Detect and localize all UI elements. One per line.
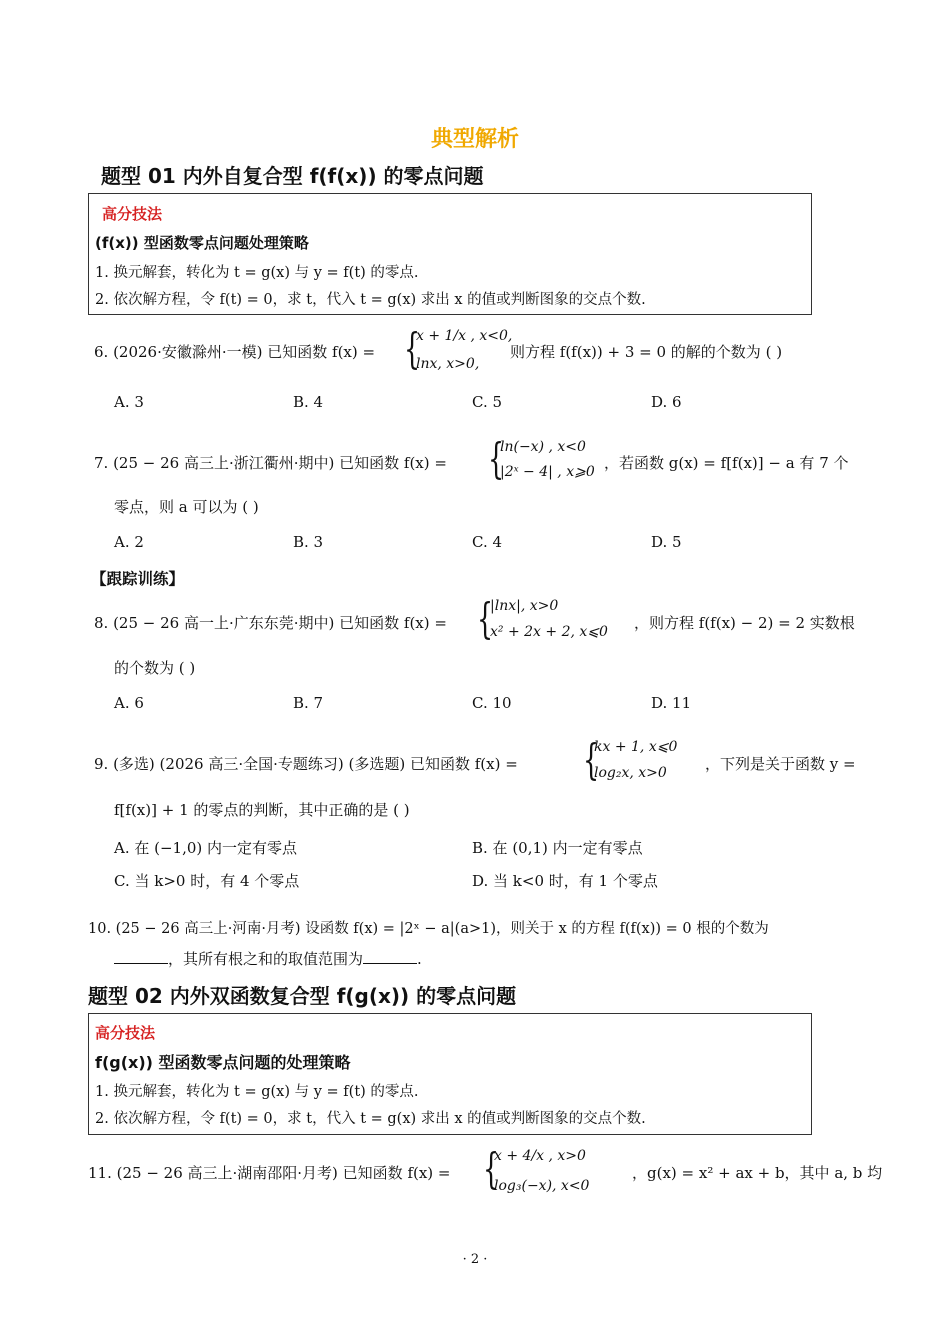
option: C. 10 [472,694,512,712]
strategy-line: 2. 依次解方程，令 f(t) = 0，求 t，代入 t = g(x) 求出 x 的值或判断图象的交点个数. [95,1111,646,1127]
question-9-tail: ，下列是关于函数 y = [705,755,856,773]
section-heading-2: 题型 02 内外双函数复合型 f(g(x)) 的零点问题 [88,984,517,1008]
piece-case: kx + 1, x⩽0 [594,739,678,755]
option: C. 当 k>0 时，有 4 个零点 [114,872,300,890]
option: B. 3 [293,533,324,551]
question-7-tail: ，若函数 g(x) = f[f(x)] − a 有 7 个 [604,454,849,472]
strategy-line: 1. 换元解套，转化为 t = g(x) 与 y = f(t) 的零点. [95,1084,419,1100]
option: D. 5 [651,533,682,551]
piecewise-brace: { [583,735,600,784]
option: A. 3 [114,393,144,411]
follow-up-label: 【跟踪训练】 [91,570,185,588]
strategy-subtitle: (f(x)) 型函数零点问题处理策略 [95,234,309,252]
question-7-line2: 零点，则 a 可以为 ( ) [114,498,259,516]
strategy-box-1 [88,193,812,315]
strategy-box-2 [88,1013,812,1135]
question-8-tail: ，则方程 f(f(x) − 2) = 2 实数根 [634,614,855,632]
piece-case: log₂x, x>0 [594,765,667,781]
option: A. 2 [114,533,144,551]
piecewise-brace: { [483,1144,500,1193]
answer-blank[interactable] [114,949,168,964]
section-heading-1: 题型 01 内外自复合型 f(f(x)) 的零点问题 [101,164,484,188]
piecewise-brace: { [488,434,505,483]
question-8-stem: 8. (25 − 26 高一上·广东东莞·期中) 已知函数 f(x) = [94,614,447,632]
piece-case: log₃(−x), x<0 [494,1178,590,1194]
question-11-stem: 11. (25 − 26 高三上·湖南邵阳·月考) 已知函数 f(x) = [88,1164,451,1182]
piece-case: ln(−x) , x<0 [500,439,586,455]
piece-case: |lnx|, x>0 [490,598,559,614]
answer-blank[interactable] [363,949,417,964]
option: D. 6 [651,393,682,411]
option: B. 4 [293,393,324,411]
question-6-tail: 则方程 f(f(x)) + 3 = 0 的解的个数为 ( ) [510,343,783,361]
piece-case: x + 1/x , x<0, [416,328,513,344]
piecewise-brace: { [477,594,494,643]
question-9-stem: 9. (多选) (2026 高三·全国·专题练习) (多选题) 已知函数 f(x) = [94,755,518,773]
question-11-tail: ，g(x) = x² + ax + b，其中 a, b 均 [632,1164,883,1182]
question-6-stem: 6. (2026·安徽滁州·一模) 已知函数 f(x) = [94,343,376,361]
piece-case: lnx, x>0, [416,356,480,372]
question-7-stem: 7. (25 − 26 高三上·浙江衢州·期中) 已知函数 f(x) = [94,454,447,472]
option: D. 当 k<0 时，有 1 个零点 [472,872,658,890]
piece-case: |2ˣ − 4| , x⩾0 [500,464,595,480]
question-9-line2: f[f(x)] + 1 的零点的判断，其中正确的是 ( ) [114,801,410,819]
piece-case: x² + 2x + 2, x⩽0 [490,624,608,640]
strategy-badge: 高分技法 [102,205,163,223]
option: B. 在 (0,1) 内一定有零点 [472,839,643,857]
question-8-line2: 的个数为 ( ) [114,659,196,677]
piece-case: x + 4/x , x>0 [494,1148,586,1164]
strategy-subtitle: f(g(x)) 型函数零点问题的处理策略 [95,1053,351,1072]
strategy-badge: 高分技法 [95,1024,156,1042]
option: D. 11 [651,694,692,712]
question-10-line2: ，其所有根之和的取值范围为 . [114,948,422,969]
page-title: 典型解析 [430,127,519,152]
option: A. 在 (−1,0) 内一定有零点 [114,839,298,857]
question-10-line1: 10. (25 − 26 高三上·河南·月考) 设函数 f(x) = |2ˣ − a|(a>1)，则关于 x 的方程 f(f(x)) = 0 根的个数为 [88,921,769,937]
option: B. 7 [293,694,324,712]
option: A. 6 [114,694,144,712]
strategy-line: 1. 换元解套，转化为 t = g(x) 与 y = f(t) 的零点. [95,265,419,281]
piecewise-brace: { [404,324,421,373]
strategy-line: 2. 依次解方程，令 f(t) = 0，求 t，代入 t = g(x) 求出 x 的值或判断图象的交点个数. [95,292,646,308]
option: C. 5 [472,393,503,411]
page-number: · 2 · [462,1252,488,1267]
option: C. 4 [472,533,503,551]
